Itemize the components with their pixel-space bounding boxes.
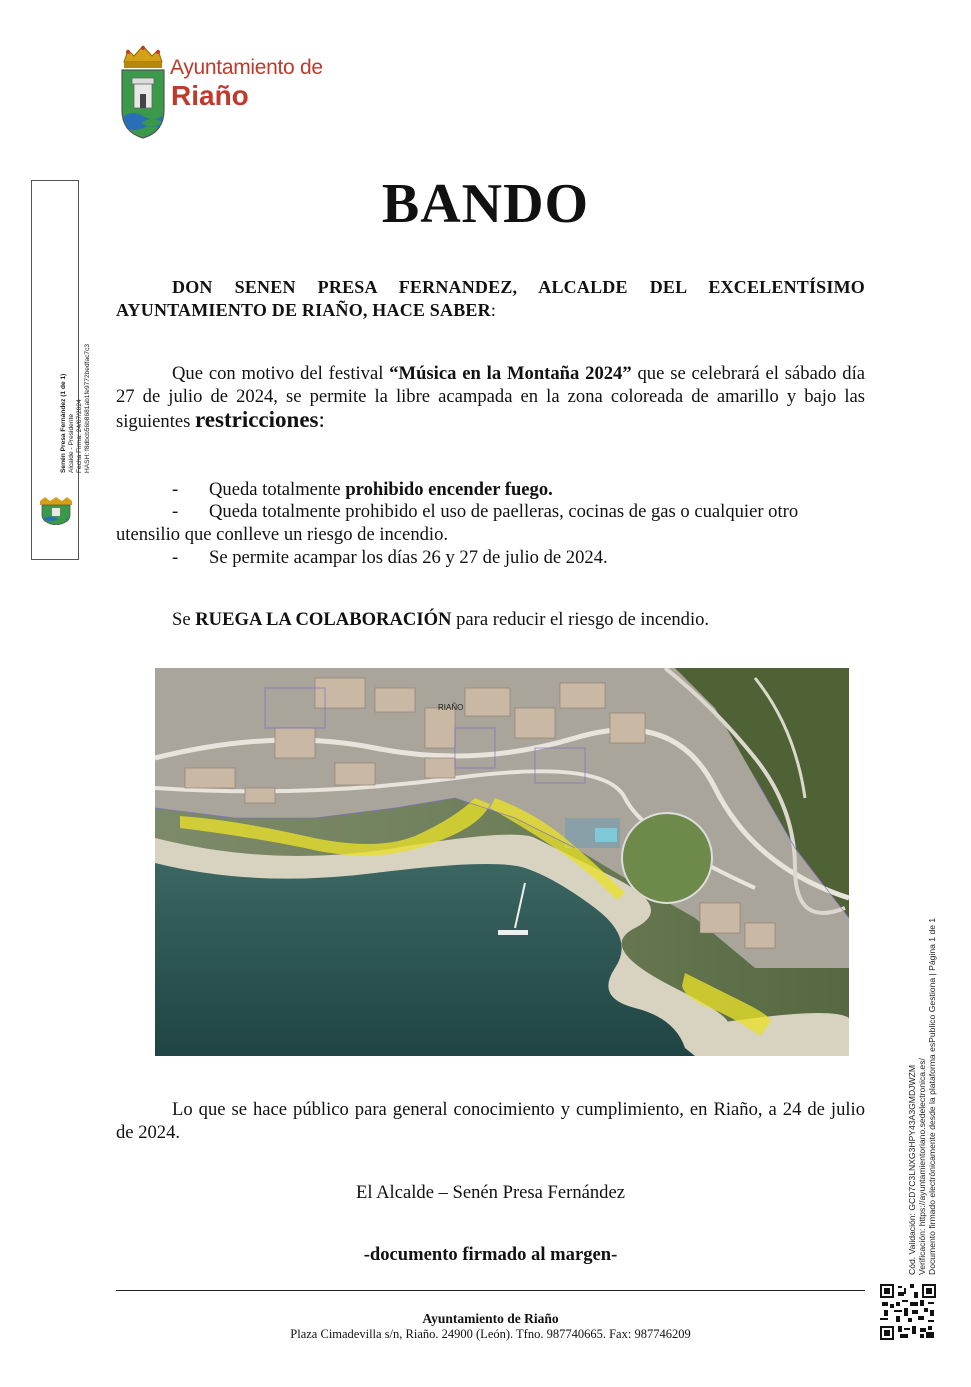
signer-line: Senén Presa Fernández (1 de 1) xyxy=(60,373,67,473)
validation-code: Cód. Validación: GCD7C3LNXG3HPY43A3GMDJWZM xyxy=(907,1065,917,1275)
restriction-item-utensils xyxy=(116,500,865,546)
coat-of-arms-icon xyxy=(118,44,168,140)
footer-divider xyxy=(116,1290,865,1291)
bullet-dash: - xyxy=(172,479,179,500)
restrictions-colon: : xyxy=(318,407,325,432)
closing-text: Lo que se hace público para general conocimiento y cumplimiento, en Riaño, a 24 de julio de 2024. xyxy=(116,1099,865,1143)
intro-text: DON SENEN PRESA FERNANDEZ, ALCALDE DEL EXCELENTÍSIMO AYUNTAMIENTO DE RIAÑO, HACE SABER xyxy=(116,277,865,320)
restriction-item-dates xyxy=(172,546,865,569)
signature-date: Fecha Firma: 24/07/2024 xyxy=(76,399,83,473)
municipal-logo xyxy=(118,44,348,140)
bullet-dash: - xyxy=(172,501,179,522)
ruega-pre: Se xyxy=(172,609,196,630)
ruega-bold: RUEGA LA COLABORACIÓN xyxy=(195,609,452,630)
bullet-3-text: Se permite acampar los días 26 y 27 de julio de 2024. xyxy=(209,547,608,568)
camping-area-map xyxy=(155,668,849,1056)
intro-paragraph xyxy=(116,276,865,322)
footer-organization: Ayuntamiento de Riaño xyxy=(422,1311,559,1326)
signer-line-text: El Alcalde – Senén Presa Fernández xyxy=(355,1182,625,1203)
festival-paragraph xyxy=(116,362,865,433)
document-title: BANDO xyxy=(381,173,590,235)
bullet-dash: - xyxy=(172,547,179,568)
map-town-label: RIAÑO xyxy=(438,703,464,712)
restrictions-word: restricciones xyxy=(195,407,319,432)
logo-text-line1: Ayuntamiento de xyxy=(170,56,323,79)
restriction-item-fire xyxy=(172,478,865,501)
signer-role: Alcalde - Presidente xyxy=(68,413,75,473)
festival-name: “Música en la Montaña 2024” xyxy=(389,363,632,384)
ruega-post: para reducir el riesgo de incendio. xyxy=(451,609,710,630)
p1-text1: Que con motivo del festival xyxy=(172,363,390,384)
qr-code-icon[interactable] xyxy=(880,1284,936,1340)
logo-text-line2: Riaño xyxy=(171,80,249,111)
bullet-1-text: Queda totalmente xyxy=(209,479,346,500)
collaboration-paragraph xyxy=(116,608,865,631)
footer-address: Plaza Cimadevilla s/n, Riaño. 24900 (León). Tfno. 987740665. Fax: 987746209 xyxy=(290,1327,691,1341)
signed-note: -documento firmado al margen- xyxy=(363,1244,618,1265)
closing-paragraph xyxy=(116,1098,865,1144)
signature-platform-note: Documento firmado electrónicamente desde la plataforma esPublico Gestiona | Página 1 de 1 xyxy=(927,917,937,1275)
signature-text xyxy=(60,344,92,473)
signature-hash: HASH: f8dbcb56b8681ab1fe9772bedfac7c3 xyxy=(84,343,91,473)
verification-text xyxy=(907,918,937,1275)
aerial-map-image xyxy=(155,668,849,1056)
p1-text2: que se celebrará el sábado día 27 de julio de 2024, se permite la libre acampada en la zona coloreada de amarillo y bajo las siguientes xyxy=(116,363,865,432)
signature-shield-icon xyxy=(38,497,74,525)
bullet-2-line2: utensilio que conlleve un riesgo de incendio. xyxy=(116,524,449,545)
bullet-2-line1: Queda totalmente prohibido el uso de paelleras, cocinas de gas o cualquier otro xyxy=(209,501,799,522)
verification-url: Verificación: https://ayuntamientoriano.sedelectronica.es/ xyxy=(917,1058,927,1275)
signature-box xyxy=(31,180,91,560)
bullet-1-bold: prohibido encender fuego. xyxy=(345,479,553,500)
intro-colon: : xyxy=(490,300,497,320)
